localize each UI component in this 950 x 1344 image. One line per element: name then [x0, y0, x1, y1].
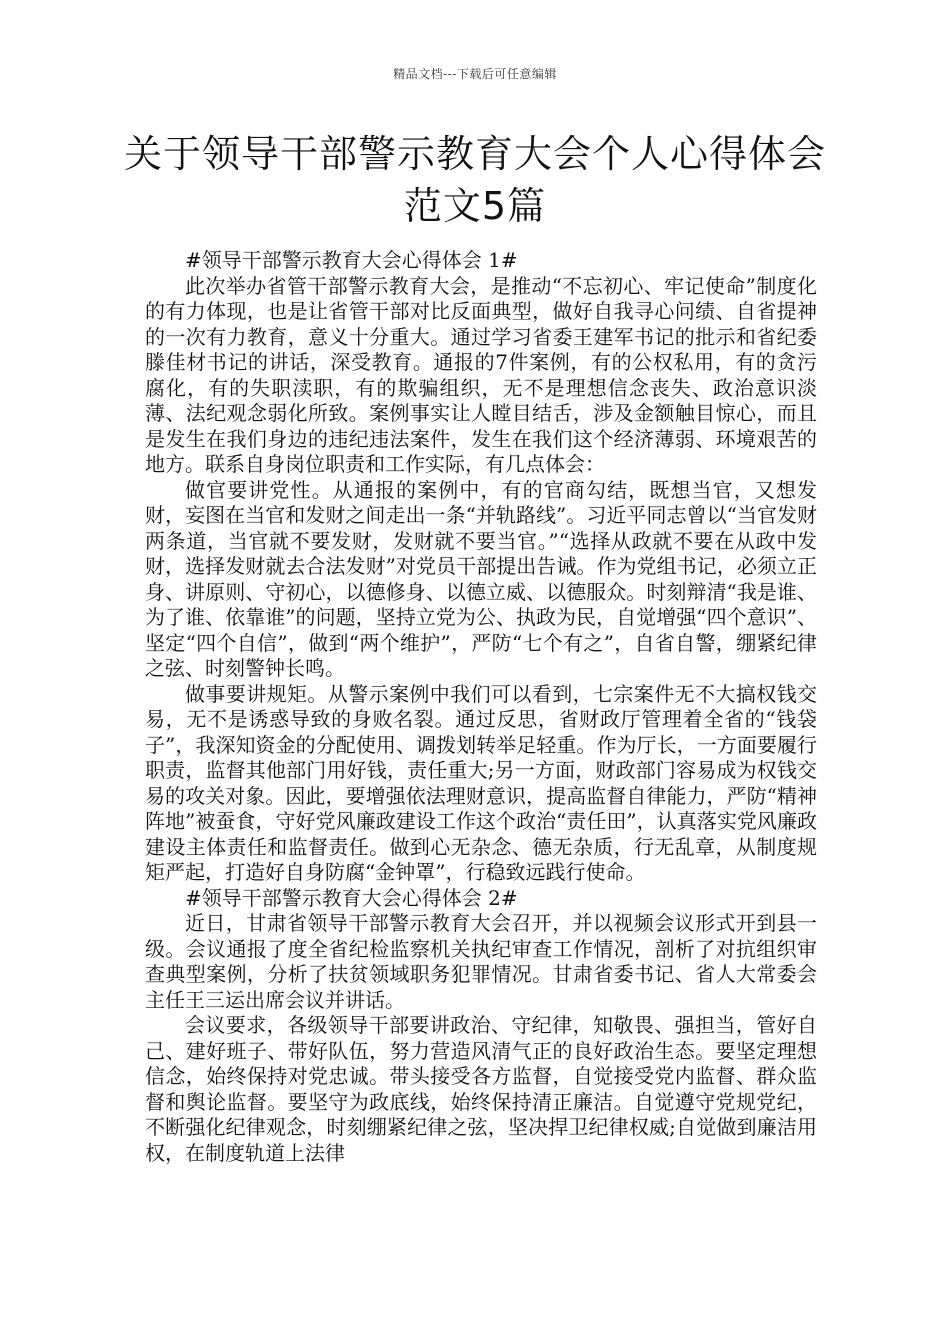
- section-heading-1: #领导干部警示教育大会心得体会 1#: [185, 248, 518, 272]
- paragraph: 近日，甘肃省领导干部警示教育大会召开，并以视频会议形式开到县一级。会议通报了度全省纪检监察机关执纪审查工作情况，剖析了对抗组织审查典型案例，分析了扶贫领域职务犯罪情况。甘肃省委书记、省人大常委会主任王三运出席会议并讲话。: [145, 911, 817, 1012]
- section-heading-2: #领导干部警示教育大会心得体会 2#: [185, 885, 518, 910]
- paragraph: 会议要求，各级领导干部要讲政治、守纪律，知敬畏、强担当，管好自己、建好班子、带好队伍，努力营造风清气正的良好政治生态。要坚定理想信念，始终保持对党忠诚。带头接受各方监督，自觉接受党内监督、群众监督和舆论监督。要坚守为政底线，始终保持清正廉洁。自觉遵守党规党纪，不断强化纪律观念，时刻绷紧纪律之弦，坚决捍卫纪律权威;自觉做到廉洁用权，在制度轨道上法律: [145, 1013, 817, 1165]
- document-body: [145, 248, 817, 1166]
- document-title: 关于领导干部警示教育大会个人心得体会范文5篇: [123, 132, 826, 228]
- paragraph: 此次举办省管干部警示教育大会，是推动“不忘初心、牢记使命”制度化的有力体现，也是让省管干部对比反面典型，做好自我寻心问绩、自省提神的一次有力教育，意义十分重大。通过学习省委王建军书记的批示和省纪委滕佳材书记的讲话，深受教育。通报的7件案例，有的公权私用，有的贪污腐化，有的失职渎职，有的欺骗组织，无不是理想信念丧失、政治意识淡薄、法纪观念弱化所致。案例事实让人瞠目结舌，涉及金额触目惊心，而且是发生在我们身边的违纪违法案件，发生在我们这个经济薄弱、环境艰苦的地方。联系自身岗位职责和工作实际，有几点体会：: [145, 273, 817, 476]
- paragraph: 做官要讲党性。从通报的案例中，有的官商勾结，既想当官，又想发财，妄图在当官和发财之间走出一条“并轨路线”。习近平同志曾以“当官发财两条道，当官就不要发财，发财就不要当官。”“选择从政就不要在从政中发财，选择发财就去合法发财”对党员干部提出告诫。作为党组书记，必须立正身、讲原则、守初心，以德修身、以德立威、以德服众。时刻辩清“我是谁、为了谁、依靠谁”的问题，坚持立党为公、执政为民，自觉增强“四个意识”、坚定“四个自信”，做到“两个维护”，严防“七个有之”，自省自警，绷紧纪律之弦、时刻警钟长鸣。: [145, 477, 817, 680]
- header-note: 精品文档---下载后可任意编辑: [393, 67, 557, 81]
- paragraph: 做事要讲规矩。从警示案例中我们可以看到，七宗案件无不大搞权钱交易，无不是诱惑导致的身败名裂。通过反思，省财政厅管理着全省的“钱袋子”，我深知资金的分配使用、调拨划转举足轻重。作为厅长，一方面要履行职责，监督其他部门用好钱，责任重大;另一方面，财政部门容易成为权钱交易的攻关对象。因此，要增强依法理财意识，提高监督自律能力，严防“精神阵地”被蚕食，守好党风廉政建设工作这个政治“责任田”，认真落实党风廉政建设主体责任和监督责任。做到心无杂念、德无杂质，行无乱章，从制度规矩严起，打造好自身防腐“金钟罩”，行稳致远践行使命。: [145, 681, 817, 884]
